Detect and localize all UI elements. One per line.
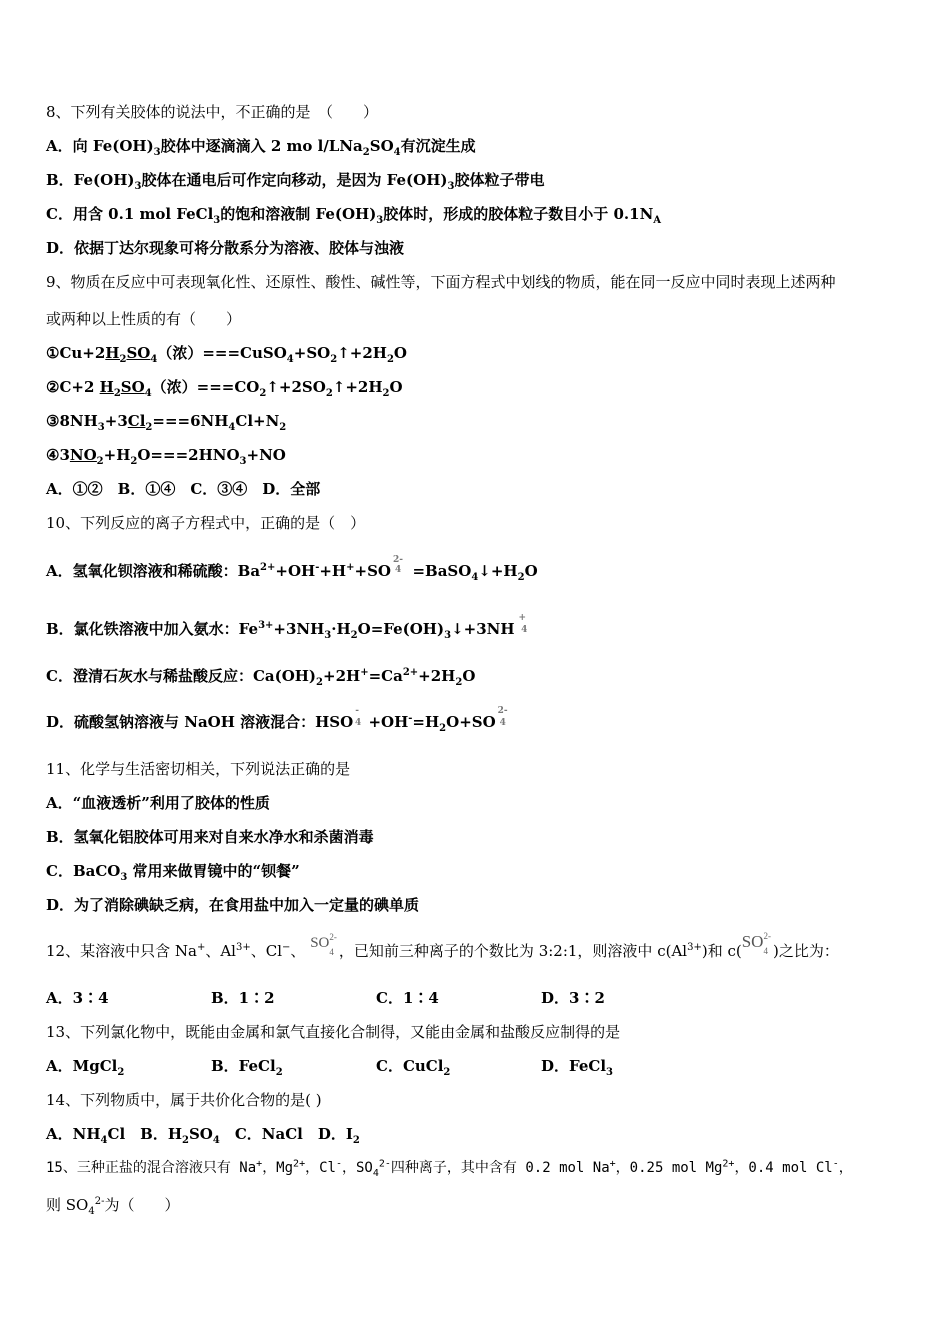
q10-stem: 10、下列反应的离子方程式中，正确的是（ ）	[46, 514, 366, 532]
q9-options: A．①② B．①④ C．③④ D．全部	[46, 480, 321, 498]
q8-option-c: C．用含 0.1 mol FeCl$_3$的饱和溶液制 $Fe(OH)_3$胶体时，形成的胶体粒子数目小于 $0.1N_A$	[46, 205, 662, 226]
q10-option-b: B．氯化铁溶液中加入氨水：$Fe^{3+}+3NH_3\cdot H_2O=Fe(OH)_3↓+3NH^+4$	[46, 613, 528, 641]
q14-stem: 14、下列物质中，属于共价化合物的是( )	[46, 1091, 322, 1109]
q12-option-c: C．1∶4	[376, 989, 439, 1007]
q13-option-b: B．FeCl$_2$	[211, 1057, 283, 1078]
q10-option-c: C．澄清石灰水与稀盐酸反应：$Ca(OH)_2+2H^+=Ca^{2+}+2H_2O$	[46, 667, 476, 688]
q11-option-d: D．为了消除碘缺乏病，在食用盐中加入一定量的碘单质	[46, 896, 420, 914]
q9-stem-line2: 或两种以上性质的有（ ）	[46, 310, 242, 328]
q13-option-c: C．CuCl$_2$	[376, 1057, 451, 1078]
q12-option-d: D．3∶2	[541, 989, 605, 1007]
q12-option-a: A．3∶4	[46, 989, 109, 1007]
q11-option-a: A．“血液透析”利用了胶体的性质	[46, 794, 270, 812]
q11-stem: 11、化学与生活密切相关，下列说法正确的是	[46, 760, 351, 778]
q13-option-a: A．MgCl$_2$	[46, 1057, 125, 1078]
sulfate-ion-formula: SO 2- 4	[741, 931, 771, 956]
q8-option-d: D．依据丁达尔现象可将分散系分为溶液、胶体与浊液	[46, 239, 405, 257]
q9-reaction-2: ②C+2 $H_2SO_4$（浓）$===CO_2↑+2SO_2↑+2H_2O$	[46, 378, 403, 399]
q13-stem: 13、下列氯化物中，既能由金属和氯气直接化合制得，又能由金属和盐酸反应制得的是	[46, 1023, 621, 1041]
q8-stem: 8、下列有关胶体的说法中，不正确的是 （ ）	[46, 103, 379, 121]
q12-stem: 12、某溶液中只含 Na+、$Al^{3+}$、Cl−、 SO 2- 4 ，已知前三种离子的个数比为 3:2:1，则溶液中 $c(Al^{3+})$和 c(SO 2- 4 )之比为：	[46, 931, 839, 960]
q9-reaction-4: $④3NO_2+H_2O===2HNO_3+NO$	[46, 446, 286, 467]
q10-option-d: D．硫酸氢钠溶液与 NaOH 溶液混合：$HSO^-4 +OH^-=H_2O+SO^{2-}4$	[46, 706, 508, 734]
q13-option-d: D．FeCl$_3$	[541, 1057, 613, 1078]
q8-option-b: B．$Fe(OH)_3$胶体在通电后可作定向移动，是因为 $Fe(OH)_3$胶体粒子带电	[46, 171, 545, 192]
q8-option-a: A．向 $Fe(OH)_3$胶体中逐滴滴入 2 mo $l/LNa_2SO_4$有沉淀生成	[46, 137, 476, 158]
q11-option-b: B．氢氧化铝胶体可用来对自来水净水和杀菌消毒	[46, 828, 374, 846]
q12-option-b: B．1∶2	[211, 989, 275, 1007]
q11-option-c: C．BaCO$_3$ 常用来做胃镜中的“钡餐”	[46, 862, 300, 883]
q9-reaction-3: $③8NH_3+3Cl_2===6NH_4Cl+N_2$	[46, 412, 287, 433]
q9-reaction-1: $①Cu+2H_2SO_4$（浓）$===CuSO_4+SO_2↑+2H_2O$	[46, 344, 407, 365]
sulfate-ion-formula: SO 2- 4	[310, 932, 337, 957]
q15-line1: 15、三种正盐的混合溶液只有 Na+，$Mg^{2+}$，Cl-，$SO_4^{2-}$四种离子，其中含有 0.2 mol Na+，0.25 mol $Mg^{2+}$，0.4 mol Cl-，	[46, 1158, 853, 1179]
q10-option-a: A．氢氧化钡溶液和稀硫酸：$Ba^{2+}+OH^-+H^++SO^{2-4}$ $=BaSO_4↓+H_2O$	[46, 555, 538, 583]
q9-stem-line1: 9、物质在反应中可表现氧化性、还原性、酸性、碱性等，下面方程式中划线的物质，能在同一反应中同时表现上述两种	[46, 273, 836, 291]
q14-options: A．$NH_4Cl$ B．$H_2SO_4$ C．NaCl D．$I_2$	[46, 1125, 360, 1146]
q15-line2: 则 $SO_4^{2-}$为（ ）	[46, 1196, 180, 1217]
